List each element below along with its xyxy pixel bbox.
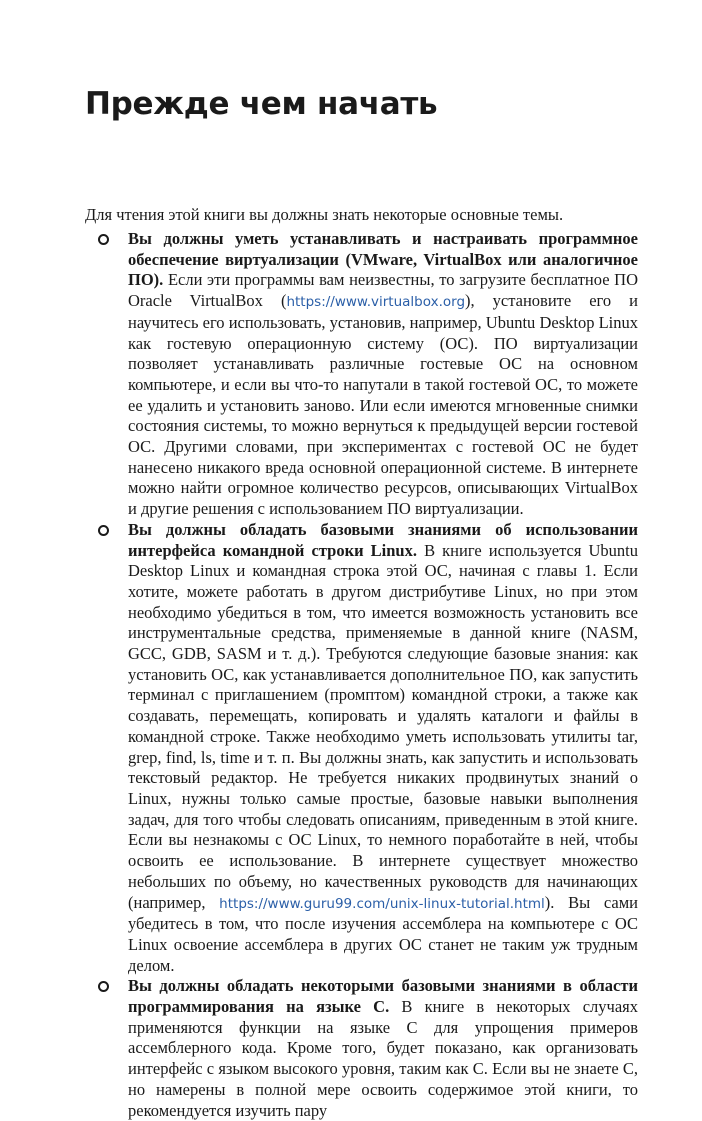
list-item-lead: Вы должны обладать базовыми знаниями об использовании интерфейса командной строки Linux.: [128, 519, 638, 560]
list-item-body-continued: ). Вы сами убедитесь в том, что после изучения ассемблера на компьютере с ОС Linux освоение ассемблера в других ОС станет не таким уж трудным делом.: [128, 892, 638, 975]
circle-bullet-icon: [98, 525, 109, 536]
guru99-link[interactable]: https://www.guru99.com/unix-linux-tutorial.html: [219, 895, 545, 912]
circle-bullet-icon: [98, 981, 109, 992]
page-title: Прежде чем начать: [85, 86, 438, 122]
list-item-lead: Вы должны обладать некоторыми базовыми знаниями в области программирования на языке С.: [128, 976, 638, 1017]
list-item-body: В книге в некоторых случаях применяются функции на языке С для упрощения примеров ассемблерного кода. Кроме того, будет показано, как организовать интерфейс с языком высокого уровня, таким как С. Если вы не знаете С, но намерены в полной мере освоить содержимое этой книги, то рекомендуется изучить пару: [128, 997, 638, 1120]
virtualbox-link[interactable]: https://www.virtualbox.org: [286, 294, 466, 311]
requirements-list: [98, 229, 638, 1121]
list-item-text: [128, 976, 638, 1121]
intro-paragraph: Для чтения этой книги вы должны знать некоторые основные темы.: [85, 205, 564, 224]
list-item-body: Если эти программы вам неизвестны, то загрузите бесплатное ПО Oracle VirtualBox (: [128, 270, 638, 311]
list-item-text: [128, 520, 638, 976]
list-item: [98, 229, 638, 520]
circle-bullet-icon: [98, 234, 109, 245]
list-item-body-continued: ), установите его и научитесь его использовать, установив, например, Ubuntu Desktop Linux как гостевую операционную систему (ОС). ПО виртуализации позволяет устанавливать различные гостевые ОС на основном компьютере, и если вы что-то напутали в такой гостевой ОС, то можете ее удалить и установить заново. Или если имеются мгновенные снимки состояния системы, то можно вернуться к предыдущей версии гостевой ОС. Другими словами, при экспериментах с гостевой ОС не будет нанесено никакого вреда основной операционной системе. В интернете можно найти огромное количество ресурсов, описывающих VirtualBox и другие решения с использованием ПО виртуализации.: [128, 291, 638, 519]
list-item-text: [128, 229, 638, 520]
list-item: [98, 976, 638, 1121]
list-item: [98, 520, 638, 976]
list-item-lead: Вы должны уметь устанавливать и настраивать программное обеспечение виртуализации (VMware, VirtualBox или аналогичное ПО).: [128, 229, 638, 290]
list-item-body: В книге используется Ubuntu Desktop Linux и командная строка этой ОС, начиная с главы 1. Если хотите, можете работать в другом дистрибутиве Linux, но при этом необходимо убедиться в том, что имеется возможность установить все инструментальные средства, применяемые в данной книге (NASM, GCC, GDB, SASM и т. д.). Требуются следующие базовые знания: как установить ОС, как устанавливается дополнительное ПО, как запустить терминал с приглашением (промптом) командной строки, а также как создавать, перемещать, копировать и удалять каталоги и файлы в командной строке. Также необходимо уметь использовать утилиты tar, grep, find, ls, time и т. п. Вы должны знать, как запустить и использовать текстовый редактор. Не требуется никаких продвинутых знаний о Linux, нужны только самые простые, базовые навыки выполнения задач, для того чтобы следовать описаниям, приведенным в этой книге. Если вы незнакомы с ОС Linux, то немного поработайте в ней, чтобы освоить ее использование. В интернете существует множество небольших по объему, но качественных руководств для начинающих (например,: [128, 540, 639, 912]
